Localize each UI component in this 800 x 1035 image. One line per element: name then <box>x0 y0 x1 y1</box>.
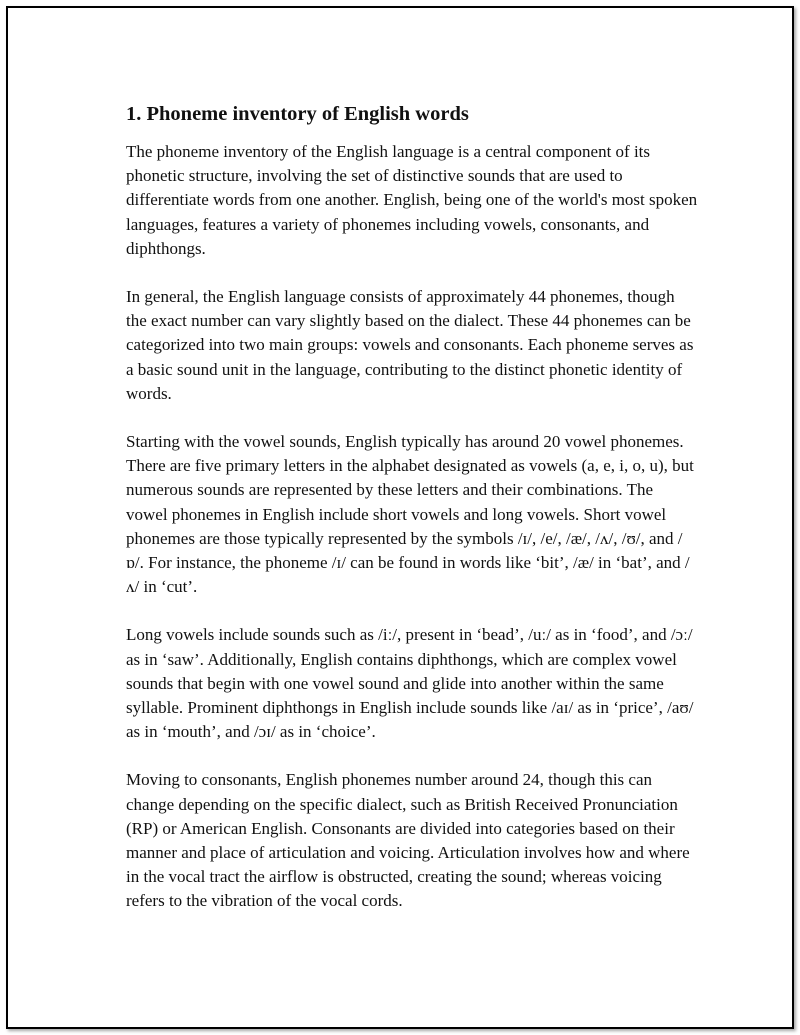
page <box>6 6 794 1029</box>
document-body <box>126 100 698 938</box>
paragraph-1: The phoneme inventory of the English language is a central component of its phonetic structure, involving the set of distinctive sounds that are used to differentiate words from one another. English, being one of the world's most spoken languages, features a variety of phonemes including vowels, consonants, and diphthongs. <box>126 142 698 258</box>
paragraph-5: Moving to consonants, English phonemes number around 24, though this can change depending on the specific dialect, such as British Received Pronunciation (RP) or American English. Consonants are divided into categories based on their manner and place of articulation and voicing. Articulation involves how and where in the vocal tract the airflow is obstructed, creating the sound; whereas voicing refers to the vibration of the vocal cords. <box>126 770 690 911</box>
paragraph-2: In general, the English language consists of approximately 44 phonemes, though the exact number can vary slightly based on the dialect. These 44 phonemes can be categorized into two main groups: vowels and consonants. Each phoneme serves as a basic sound unit in the language, contributing to the distinct phonetic identity of words. <box>126 287 694 403</box>
section-heading: 1. Phoneme inventory of English words <box>126 103 469 125</box>
paragraph-4: Long vowels include sounds such as /iː/, present in ‘bead’, /uː/ as in ‘food’, and /ɔː/ as in ‘saw’. Additionally, English contains diphthongs, which are complex vowel sounds that begin with one vowel sound and glide into another within the same syllable. Prominent diphthongs in English include sounds like /aɪ/ as in ‘price’, /aʊ/ as in ‘mouth’, and /ɔɪ/ as in ‘choice’. <box>126 625 694 742</box>
paragraph-3: Starting with the vowel sounds, English typically has around 20 vowel phonemes. There are five primary letters in the alphabet designated as vowels (a, e, i, o, u), but numerous sounds are represented by these letters and their combinations. The vowel phonemes in English include short vowels and long vowels. Short vowel phonemes are those typically represented by the symbols /ɪ/, /e/, /æ/, /ʌ/, /ʊ/, and /ɒ/. For instance, the phoneme /ɪ/ can be found in words like ‘bit’, /æ/ in ‘bat’, and /ʌ/ in ‘cut’. <box>126 432 694 597</box>
